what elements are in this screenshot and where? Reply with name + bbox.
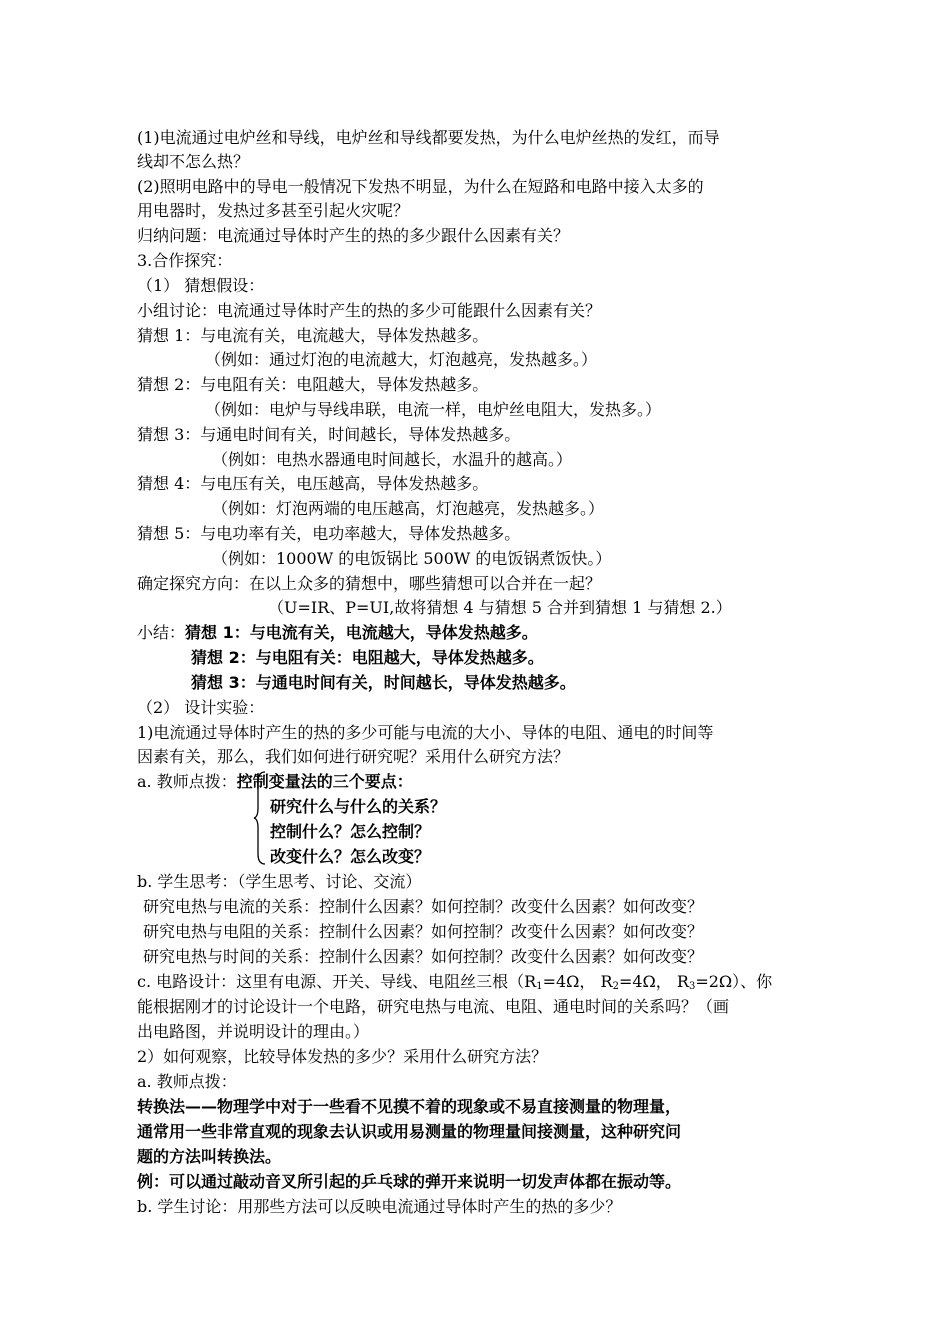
summary-line-1 — [137, 621, 827, 645]
subsection-heading: （1） 猜想假设： — [137, 276, 265, 295]
subscript: 3 — [688, 981, 696, 992]
text-line: 2）如何观察，比较导体发热的多少？采用什么研究方法？ — [137, 1047, 548, 1066]
text-line: 归纳问题：电流通过导体时产生的热的多少跟什么因素有关？ — [137, 226, 570, 245]
control-point: 改变什么？怎么改变？ — [270, 847, 431, 866]
teacher-tip-bold: 控制变量法的三个要点： — [236, 772, 413, 791]
text-line: a. 教师点拨： — [137, 1072, 237, 1091]
conversion-method: 题的方法叫转换法。 — [137, 1147, 282, 1166]
curly-brace-icon — [253, 770, 267, 866]
text-line: 1)电流通过导体时产生的热的多少可能与电流的大小、导体的电阻、通电的时间等 — [137, 723, 714, 742]
control-point: 控制什么？怎么控制？ — [270, 822, 431, 841]
text-line: (1)电流通过电炉丝和导线，电炉丝和导线都要发热，为什么电炉丝热的发红，而导 — [137, 128, 720, 147]
summary-prefix: 小结： — [137, 623, 186, 642]
text-line: b. 学生思考：（学生思考、讨论、交流） — [137, 872, 422, 891]
summary-item: 猜想 1：与电流有关，电流越大，导体发热越多。 — [185, 623, 538, 642]
hypothesis-2: 猜想 2：与电阻有关：电阻越大，导体发热越多。 — [137, 375, 489, 394]
teacher-tip-line — [137, 770, 827, 794]
text-line: (2)照明电路中的导电一般情况下发热不明显，为什么在短路和电路中接入太多的 — [137, 177, 704, 196]
relation-line: 研究电热与电阻的关系：控制什么因素？如何控制？改变什么因素？如何改变？ — [143, 922, 704, 941]
circuit-text: c. 电路设计：这里有电源、开关、导线、电阻丝三根（R — [137, 972, 537, 991]
summary-item: 猜想 2：与电阻有关：电阻越大，导体发热越多。 — [191, 648, 544, 667]
relation-line: 研究电热与时间的关系：控制什么因素？如何控制？改变什么因素？如何改变？ — [143, 947, 704, 966]
example-1: （例如：通过灯泡的电流越大，灯泡越亮，发热越多。） — [205, 350, 598, 369]
summary-item: 猜想 3：与通电时间有关，时间越长，导体发热越多。 — [191, 673, 576, 692]
text-line: 因素有关，那么，我们如何进行研究呢？采用什么研究方法？ — [137, 747, 570, 766]
subscript: 2 — [612, 981, 619, 992]
hypothesis-5: 猜想 5：与电功率有关，电功率越大，导体发热越多。 — [137, 524, 521, 543]
section-heading: 3.合作探究： — [137, 251, 233, 270]
text-line: 确定探究方向：在以上众多的猜想中，哪些猜想可以合并在一起？ — [137, 574, 602, 593]
hypothesis-1: 猜想 1：与电流有关，电流越大，导体发热越多。 — [137, 326, 489, 345]
conversion-method: 通常用一些非常直观的现象去认识或用易测量的物理量间接测量，这种研究问 — [137, 1122, 682, 1141]
text-line: 出电路图，并说明设计的理由。） — [137, 1022, 370, 1041]
text-line: 用电器时，发热过多甚至引起火灾呢？ — [137, 201, 410, 220]
example-5: （例如：1000W 的电饭锅比 500W 的电饭锅煮饭快。） — [212, 549, 612, 568]
circuit-text: =4Ω， R — [542, 972, 613, 991]
text-line: 小组讨论：电流通过导体时产生的热的多少可能跟什么因素有关？ — [137, 301, 602, 320]
hypothesis-3: 猜想 3：与通电时间有关，时间越长，导体发热越多。 — [137, 425, 521, 444]
subscript: 1 — [536, 981, 543, 992]
relation-line: 研究电热与电流的关系：控制什么因素？如何控制？改变什么因素？如何改变？ — [143, 897, 704, 916]
text-line: （U=IR、P=UI,故将猜想 4 与猜想 5 合并到猜想 1 与猜想 2.） — [268, 598, 732, 617]
text-line: b. 学生讨论：用那些方法可以反映电流通过导体时产生的热的多少？ — [137, 1197, 622, 1216]
circuit-text: =4Ω， R — [618, 972, 689, 991]
hypothesis-4: 猜想 4：与电压有关，电压越高，导体发热越多。 — [137, 474, 489, 493]
example-2: （例如：电炉与导线串联，电流一样，电炉丝电阻大，发热多。） — [205, 400, 662, 419]
teacher-tip-prefix: a. 教师点拨： — [137, 772, 237, 791]
circuit-text: =2Ω）、你 — [695, 972, 773, 991]
conversion-method: 转换法——物理学中对于一些看不见摸不着的现象或不易直接测量的物理量， — [137, 1097, 682, 1116]
text-line: 能根据刚才的讨论设计一个电路，研究电热与电流、电阻、通电时间的关系吗？（画 — [137, 997, 730, 1016]
subsection-heading: （2） 设计实验： — [137, 698, 265, 717]
example-line: 例：可以通过敲动音叉所引起的乒乓球的弹开来说明一切发声体都在振动等。 — [137, 1172, 682, 1191]
text-line: 线却不怎么热？ — [137, 152, 250, 171]
control-point: 研究什么与什么的关系？ — [270, 797, 447, 816]
example-4: （例如：灯泡两端的电压越高，灯泡越亮，发热越多。） — [212, 499, 605, 518]
example-3: （例如：电热水器通电时间越长，水温升的越高。） — [212, 450, 573, 469]
